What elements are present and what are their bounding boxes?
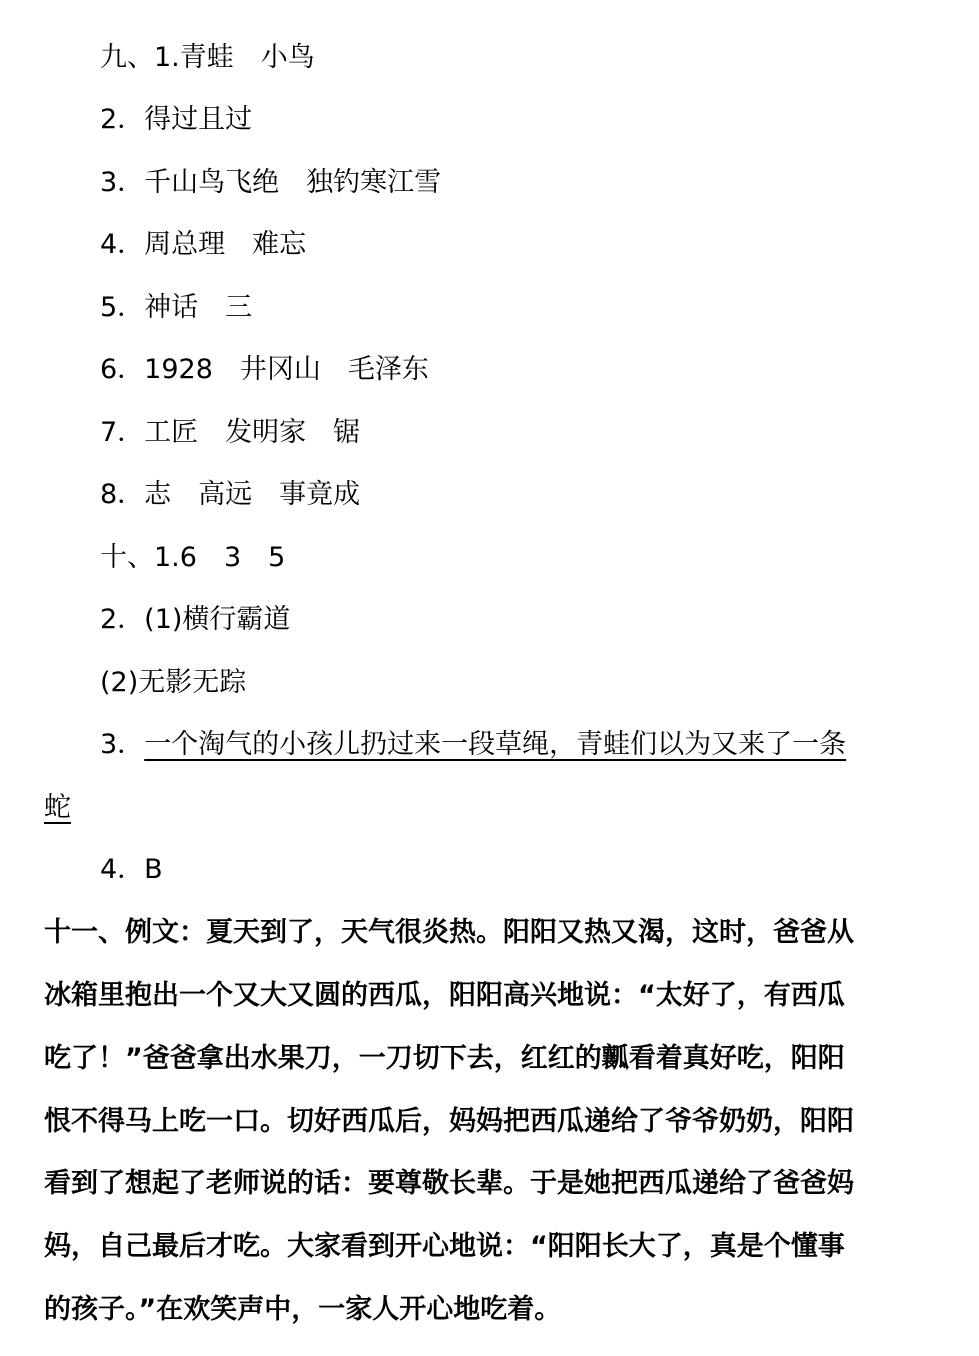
essay-line-6: 妈，自己最后才吃。大家看到开心地说：“阳阳长大了，真是个懂事 [44, 1231, 845, 1262]
answer-9-8: 8．志 高远 事竟成 [100, 479, 361, 510]
answer-9-2: 2．得过且过 [100, 104, 253, 135]
answer-10-1: 十、1.6 3 5 [100, 542, 286, 573]
answer-9-7: 7．工匠 发明家 锯 [100, 417, 361, 448]
answer-10-3-continuation [44, 788, 71, 828]
essay-line-1: 十一、例文：夏天到了，天气很炎热。阳阳又热又渴，这时，爸爸从 [44, 917, 854, 948]
answer-10-4: 4．B [100, 854, 163, 885]
essay-line-7: 的孩子。”在欢笑声中，一家人开心地吃着。 [44, 1294, 562, 1325]
answer-9-5: 5．神话 三 [100, 292, 253, 323]
answer-9-4: 4．周总理 难忘 [100, 229, 307, 260]
answer-10-3-underlined-text: 一个淘气的小孩儿扔过来一段草绳，青蛙们以为又来了一条 [144, 729, 847, 760]
essay-line-4: 恨不得马上吃一口。切好西瓜后，妈妈把西瓜递给了爷爷奶奶，阳阳 [44, 1106, 854, 1137]
answer-10-3-underlined-text-end: 蛇 [44, 792, 71, 823]
answer-9-1: 九、1.青蛙 小鸟 [100, 42, 315, 73]
essay-line-3: 吃了！”爸爸拿出水果刀，一刀切下去，红红的瓤看着真好吃，阳阳 [44, 1043, 845, 1074]
answer-10-2-2: (2)无影无踪 [100, 667, 247, 698]
answer-10-3 [100, 725, 846, 765]
essay-line-5: 看到了想起了老师说的话：要尊敬长辈。于是她把西瓜递给了爸爸妈 [44, 1168, 854, 1199]
answer-9-6: 6．1928 井冈山 毛泽东 [100, 354, 429, 385]
answer-10-3-number: 3． [100, 729, 145, 760]
essay-line-2: 冰箱里抱出一个又大又圆的西瓜，阳阳高兴地说：“太好了，有西瓜 [44, 980, 845, 1011]
answer-9-3: 3．千山鸟飞绝 独钓寒江雪 [100, 167, 442, 198]
answer-10-2-1: 2．(1)横行霸道 [100, 604, 291, 635]
